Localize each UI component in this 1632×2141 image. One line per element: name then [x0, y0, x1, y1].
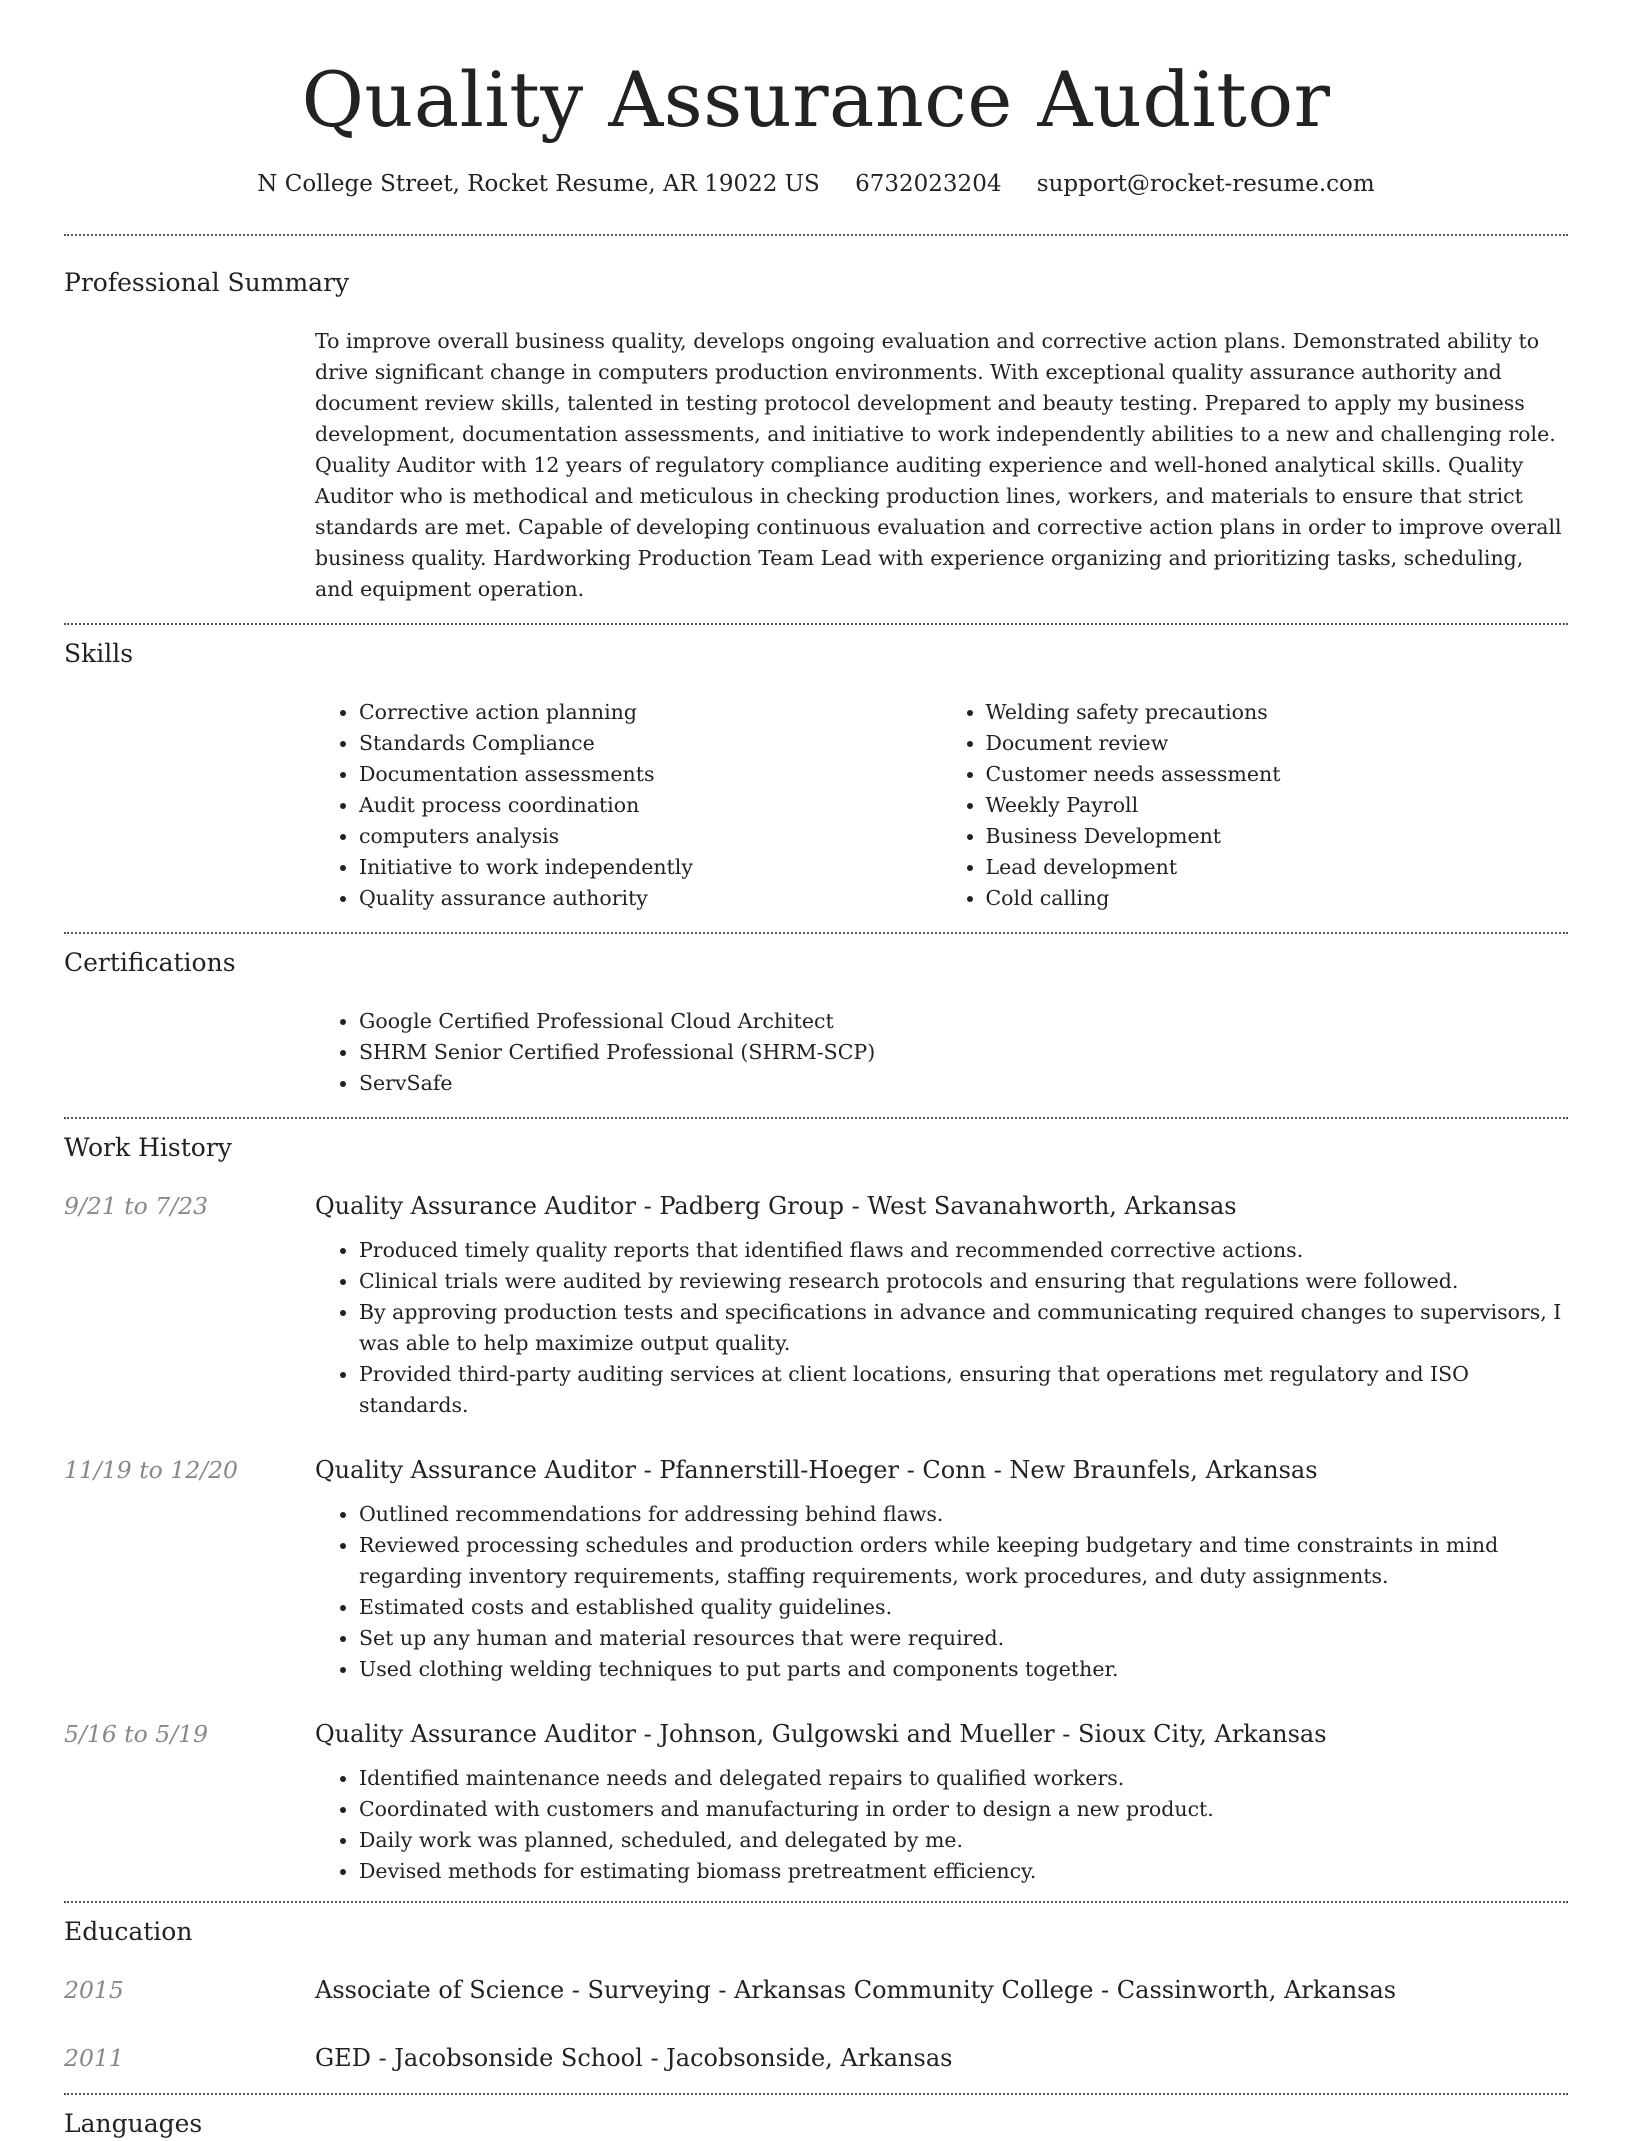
- job-bullets: [315, 1223, 1568, 1433]
- education-title: GED - Jacobsonside School - Jacobsonside, Arkansas: [315, 2044, 953, 2072]
- certifications-section: [64, 934, 1568, 1117]
- summary-text: To improve overall business quality, develops ongoing evaluation and corrective action plans. Demonstrated ability to drive significant change in computers production environments. With exceptional quality assurance authority and document review skills, talented in testing protocol development and beauty testing. Prepared to apply my business development, documentation assessments, and initiative to work independently abilities to a new and challenging role. Quality Auditor with 12 years of regulatory compliance auditing experience and well-honed analytical skills. Quality Auditor who is methodical and meticulous in checking production lines, workers, and materials to ensure that strict standards are met. Capable of developing continuous evaluation and corrective action plans in order to improve overall business quality. Hardworking Production Team Lead with experience organizing and prioritizing tasks, scheduling, and equipment operation.: [315, 329, 1562, 601]
- summary-body: [315, 300, 1568, 623]
- skills-columns: [315, 671, 1568, 932]
- job-dates: 11/19 to 12/20: [64, 1456, 238, 1484]
- list-item: • Daily work was planned, scheduled, and delegated by me.: [359, 1825, 1568, 1856]
- list-item: • ServSafe: [359, 1068, 1568, 1099]
- job-title: Quality Assurance Auditor - Pfannerstill-Hoeger - Conn - New Braunfels, Arkansas: [315, 1456, 1318, 1484]
- job-dates: 9/21 to 7/23: [64, 1192, 209, 1220]
- list-item: • Google Certified Professional Cloud Architect: [359, 1006, 1568, 1037]
- contact-phone: 6732023204: [855, 171, 1002, 197]
- education-year: 2015: [64, 1976, 124, 2004]
- list-item: • Set up any human and material resources that were required.: [359, 1623, 1568, 1654]
- list-item: • Outlined recommendations for addressing behind flaws.: [359, 1499, 1568, 1530]
- list-item: • Provided third-party auditing services at client locations, ensuring that operations met regulatory and ISO standards.: [359, 1359, 1568, 1421]
- list-item: • Customer needs assessment: [986, 759, 1569, 790]
- list-item: • Identified maintenance needs and delegated repairs to qualified workers.: [359, 1763, 1568, 1794]
- contact-email: support@rocket-resume.com: [1036, 171, 1375, 197]
- job-title: Quality Assurance Auditor - Padberg Group - West Savanahworth, Arkansas: [315, 1192, 1237, 1220]
- list-item: • Devised methods for estimating biomass pretreatment efficiency.: [359, 1856, 1568, 1887]
- section-title-work: Work History: [64, 1133, 232, 1162]
- job-entry: [64, 1697, 1568, 1901]
- certifications-list: [315, 1006, 1568, 1099]
- list-item: • Used clothing welding techniques to put parts and components together.: [359, 1654, 1568, 1685]
- job-entry: [64, 1165, 1568, 1433]
- skills-section: [64, 625, 1568, 932]
- list-item: • Reviewed processing schedules and production orders while keeping budgetary and time constraints in mind regarding inventory requirements, staffing requirements, work procedures, and duty assignments.: [359, 1530, 1568, 1592]
- list-item: • Produced timely quality reports that identified flaws and recommended corrective actions.: [359, 1235, 1568, 1266]
- list-item: • Documentation assessments: [359, 759, 942, 790]
- certifications-body: [315, 980, 1568, 1117]
- skills-list-right: [942, 697, 1569, 914]
- section-title-summary: Professional Summary: [64, 268, 350, 297]
- section-title-certifications: Certifications: [64, 948, 236, 977]
- education-year: 2011: [64, 2044, 124, 2072]
- list-item: • Clinical trials were audited by reviewing research protocols and ensuring that regulations were followed.: [359, 1266, 1568, 1297]
- list-item: • By approving production tests and specifications in advance and communicating required changes to supervisors, I was able to help maximize output quality.: [359, 1297, 1568, 1359]
- education-title: Associate of Science - Surveying - Arkansas Community College - Cassinworth, Arkansas: [315, 1976, 1397, 2004]
- candidate-name: Quality Assurance Auditor: [301, 55, 1331, 144]
- list-item: • Business Development: [986, 821, 1569, 852]
- job-bullets: [315, 1487, 1568, 1697]
- section-title-languages: Languages: [64, 2109, 203, 2138]
- list-item: • Audit process coordination: [359, 790, 942, 821]
- job-bullets: [315, 1751, 1568, 1901]
- section-title-skills: Skills: [64, 639, 134, 668]
- summary-section: [64, 236, 1568, 623]
- work-history-section: [64, 1119, 1568, 1901]
- list-item: • Weekly Payroll: [986, 790, 1569, 821]
- contact-address: N College Street, Rocket Resume, AR 19022 US: [257, 171, 820, 197]
- job-title: Quality Assurance Auditor - Johnson, Gulgowski and Mueller - Sioux City, Arkansas: [315, 1720, 1327, 1748]
- contact-line: [64, 168, 1568, 200]
- education-entry: [64, 1949, 1568, 2007]
- job-dates: 5/16 to 5/19: [64, 1720, 209, 1748]
- resume-header: [64, 0, 1568, 200]
- list-item: • Coordinated with customers and manufacturing in order to design a new product.: [359, 1794, 1568, 1825]
- list-item: • Document review: [986, 728, 1569, 759]
- list-item: • Initiative to work independently: [359, 852, 942, 883]
- section-title-education: Education: [64, 1917, 193, 1946]
- list-item: • Estimated costs and established quality guidelines.: [359, 1592, 1568, 1623]
- list-item: • Welding safety precautions: [986, 697, 1569, 728]
- education-section: [64, 1903, 1568, 2093]
- education-entry: [64, 2007, 1568, 2093]
- job-entry: [64, 1433, 1568, 1697]
- languages-section: [64, 2095, 1568, 2141]
- list-item: • Lead development: [986, 852, 1569, 883]
- skills-list-left: [315, 697, 942, 914]
- list-item: • Quality assurance authority: [359, 883, 942, 914]
- list-item: • Standards Compliance: [359, 728, 942, 759]
- list-item: • Cold calling: [986, 883, 1569, 914]
- list-item: • computers analysis: [359, 821, 942, 852]
- list-item: • Corrective action planning: [359, 697, 942, 728]
- list-item: • SHRM Senior Certified Professional (SHRM-SCP): [359, 1037, 1568, 1068]
